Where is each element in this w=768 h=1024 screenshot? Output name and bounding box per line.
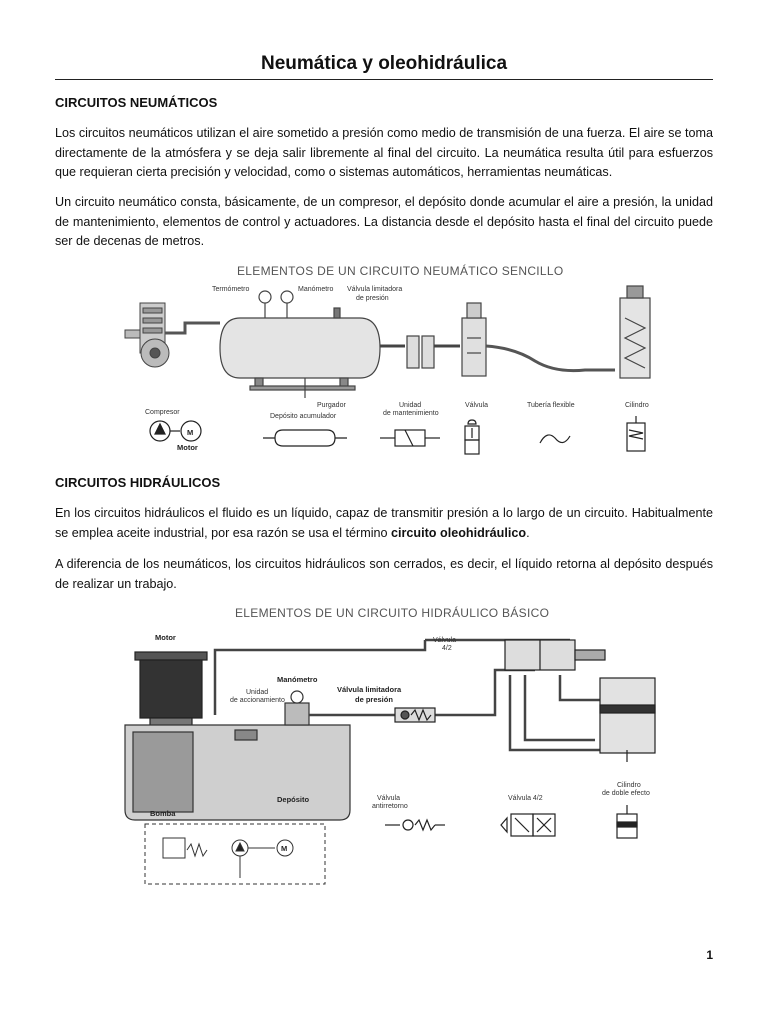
label-motor: Motor	[155, 633, 176, 642]
heading-hydraulic-circuits: CIRCUITOS HIDRÁULICOS	[55, 475, 221, 490]
pump-circuit-symbol	[145, 824, 325, 884]
label-valvula: Válvula	[465, 402, 488, 409]
label-unidad-2: de mantenimiento	[383, 410, 439, 417]
label-manometro: Manómetro	[298, 286, 334, 293]
compressor-symbol	[150, 421, 201, 441]
label-valvula-limitadora-1: Válvula limitadora	[337, 685, 402, 694]
tank-symbol	[263, 430, 347, 446]
valve-drawing	[462, 303, 486, 376]
label-cilindro: Cilindro	[625, 402, 649, 409]
label-valvula-antirretorno-1: Válvula	[377, 795, 400, 802]
label-purgador: Purgador	[317, 402, 346, 409]
pump-motor-m-symbol: M	[281, 844, 288, 853]
label-valvula-42-top-2: 4/2	[442, 645, 452, 652]
label-valvula-limitadora-2: de presión	[355, 695, 393, 704]
label-deposito-acumulador: Depósito acumulador	[270, 413, 337, 420]
label-termometro: Termómetro	[212, 286, 250, 293]
title-rule	[55, 79, 713, 80]
figure-pneumatic-circuit	[115, 258, 675, 458]
maintenance-unit-symbol	[380, 430, 440, 446]
motor-drawing	[135, 652, 207, 728]
figure-pneumatic-title: ELEMENTOS DE UN CIRCUITO NEUMÁTICO SENCILLO	[237, 264, 564, 278]
label-bomba: Bomba	[150, 809, 176, 818]
maintenance-unit-drawing	[380, 336, 460, 368]
label-compresor: Compresor	[145, 409, 180, 416]
paragraph-hydraulic-1	[55, 504, 713, 543]
figure-hydraulic-circuit	[115, 600, 675, 890]
label-cilindro-2: de doble efecto	[602, 790, 650, 797]
check-valve-symbol	[385, 820, 445, 830]
page-title: Neumática y oleohidráulica	[260, 53, 508, 74]
double-acting-cylinder-symbol	[617, 805, 637, 838]
label-deposito: Depósito	[277, 795, 310, 804]
label-motor: Motor	[177, 443, 198, 452]
tank-drawing	[220, 291, 380, 398]
check-valve-drawing	[395, 708, 435, 722]
flexible-tube-drawing	[486, 346, 615, 371]
label-unidad-1: Unidad	[399, 402, 422, 409]
heading-pneumatic-circuits: CIRCUITOS NEUMÁTICOS	[55, 95, 218, 110]
label-valvula-limitadora-2: de presión	[356, 295, 389, 302]
paragraph-pneumatic-1: Los circuitos neumáticos utilizan el aire sometido a presión como medio de transmisión de una fuerza. El aire se toma directamente de la atmósfera y se deja salir libremente al final del circuito. La neumática resulta útil para esfuerzos que requieran cierta precisión y velocidad, como o sistemas automáticos, herramientas neumáticas.	[55, 126, 713, 179]
paragraph-hydraulic-1-end: .	[526, 525, 530, 540]
paragraph-hydraulic-2: A diferencia de los neumáticos, los circuitos hidráulicos son cerrados, es decir, el líquido retorna al depósito después de realizar un trabajo.	[55, 557, 713, 591]
page-number: 1	[706, 948, 713, 962]
term-circuito-oleohidraulico: circuito oleohidráulico	[391, 525, 527, 540]
motor-m-symbol: M	[187, 428, 194, 437]
label-unidad-accionamiento-2: de accionamiento	[230, 697, 285, 704]
valve-symbol	[465, 420, 479, 454]
label-tuberia-flexible: Tubería flexible	[527, 402, 575, 409]
label-valvula-42: Válvula 4/2	[508, 795, 543, 802]
compressor-drawing	[125, 303, 220, 367]
label-unidad-accionamiento-1: Unidad	[246, 689, 269, 696]
label-valvula-42-top-1: Válvula	[433, 637, 456, 644]
label-valvula-antirretorno-2: antirretorno	[372, 803, 408, 810]
flexible-tube-symbol	[540, 435, 570, 443]
valve-42-symbol	[501, 814, 555, 836]
figure-hydraulic-title: ELEMENTOS DE UN CIRCUITO HIDRÁULICO BÁSICO	[235, 606, 550, 620]
valve-42-drawing	[505, 640, 605, 670]
label-cilindro-1: Cilindro	[617, 782, 641, 789]
label-valvula-limitadora-1: Válvula limitadora	[347, 286, 403, 293]
cylinder-drawing	[620, 286, 650, 378]
cylinder-symbol	[627, 416, 645, 451]
label-manometro: Manómetro	[277, 675, 318, 684]
double-acting-cylinder-drawing	[600, 678, 655, 762]
paragraph-pneumatic-2: Un circuito neumático consta, básicamente, de un compresor, el depósito donde acumular el aire a presión, la unidad de mantenimiento, elementos de control y actuadores. La distancia desde el depósito hasta el final del circuito puede ser de decenas de metros.	[55, 195, 713, 248]
paragraph-hydraulic-1-start: En los circuitos hidráulicos el fluido es un líquido, capaz de transmitir presión a lo largo de un circuito. Habitualmente se emplea aceite industrial, por esa razón se usa el término	[55, 506, 713, 540]
